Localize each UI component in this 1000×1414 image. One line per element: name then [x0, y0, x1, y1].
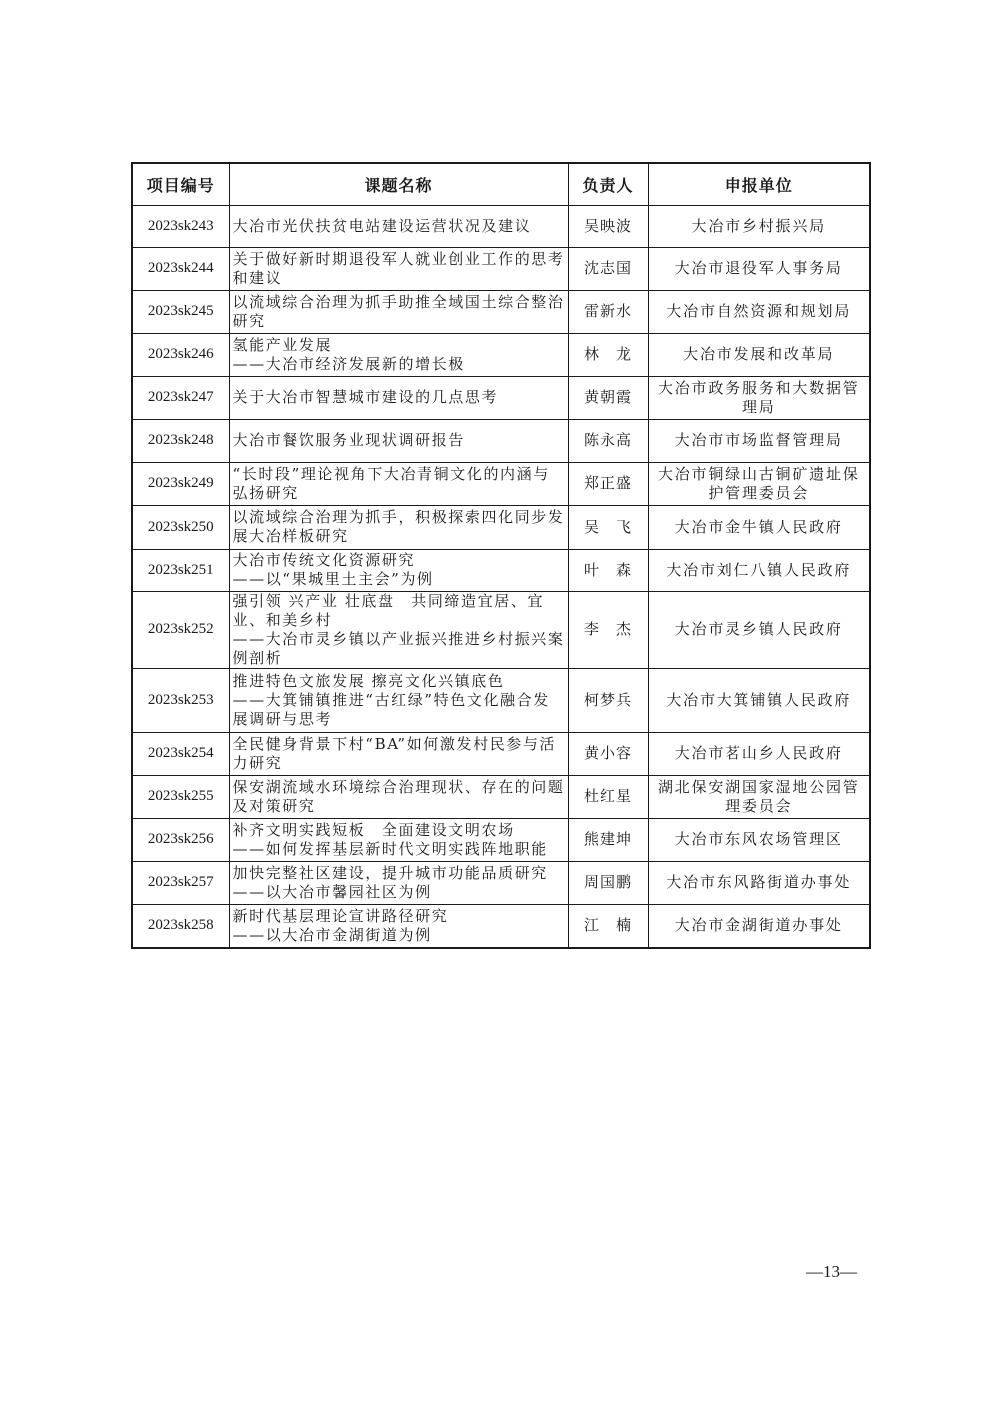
cell-project-title [229, 549, 568, 591]
table-row [132, 505, 870, 549]
cell-person-in-charge: 雷新水 [568, 290, 648, 333]
cell-applying-unit: 大冶市灵乡镇人民政府 [648, 591, 870, 668]
title-line: 强引领 兴产业 壮底盘 共同缔造宜居、宜业、和美乡村 [232, 591, 545, 629]
title-line: 推进特色文旅发展 擦亮文化兴镇底色 [232, 671, 505, 690]
cell-project-id: 2023sk257 [132, 861, 229, 904]
cell-project-title [229, 462, 568, 505]
cell-project-title [229, 247, 568, 290]
cell-project-id: 2023sk249 [132, 462, 229, 505]
table-row [132, 333, 870, 376]
title-line: 大冶市餐饮服务业现状调研报告 [232, 431, 465, 449]
cell-applying-unit: 大冶市政务服务和大数据管理局 [648, 376, 870, 419]
cell-project-title [229, 205, 568, 247]
cell-applying-unit: 大冶市发展和改革局 [648, 333, 870, 376]
cell-applying-unit: 大冶市东风农场管理区 [648, 818, 870, 861]
cell-person-in-charge: 吴映波 [568, 205, 648, 247]
cell-applying-unit: 大冶市自然资源和规划局 [648, 290, 870, 333]
table-body [132, 205, 870, 948]
title-line: “长时段”理论视角下大冶青铜文化的内涵与弘扬研究 [232, 464, 550, 502]
header-project-id: 项目编号 [132, 163, 229, 205]
title-line: 大冶市传统文化资源研究 [232, 551, 416, 569]
cell-person-in-charge: 黄小容 [568, 732, 648, 775]
cell-project-title [229, 333, 568, 376]
table-row [132, 549, 870, 591]
cell-project-id: 2023sk244 [132, 247, 229, 290]
title-line: ——以大冶市金湖街道为例 [232, 925, 432, 944]
table-row [132, 591, 870, 668]
title-line: 全民健身背景下村“BA”如何激发村民参与活力研究 [232, 734, 557, 772]
cell-applying-unit: 大冶市金湖街道办事处 [648, 904, 870, 948]
cell-person-in-charge: 熊建坤 [568, 818, 648, 861]
table-row [132, 861, 870, 904]
cell-project-title [229, 376, 568, 419]
title-line: ——大冶市灵乡镇以产业振兴推进乡村振兴案例剖析 [232, 629, 565, 667]
cell-person-in-charge: 林 龙 [568, 333, 648, 376]
table-row [132, 904, 870, 948]
header-project-title: 课题名称 [229, 163, 568, 205]
cell-project-title [229, 818, 568, 861]
title-line: 氢能产业发展 [232, 335, 333, 354]
cell-applying-unit: 大冶市大箕铺镇人民政府 [648, 668, 870, 732]
table-row [132, 775, 870, 818]
cell-applying-unit: 湖北保安湖国家湿地公园管理委员会 [648, 775, 870, 818]
table-row [132, 205, 870, 247]
cell-person-in-charge: 陈永高 [568, 419, 648, 462]
cell-project-id: 2023sk250 [132, 505, 229, 549]
cell-person-in-charge: 杜红星 [568, 775, 648, 818]
cell-person-in-charge: 周国鹏 [568, 861, 648, 904]
title-line: 大冶市光伏扶贫电站建设运营状况及建议 [232, 216, 532, 235]
table-row [132, 290, 870, 333]
page-number: —13— [806, 1262, 857, 1281]
title-line: ——以大冶市馨园社区为例 [232, 882, 432, 901]
header-applying-unit: 申报单位 [648, 163, 870, 205]
cell-project-title [229, 668, 568, 732]
cell-project-id: 2023sk256 [132, 818, 229, 861]
cell-project-id: 2023sk255 [132, 775, 229, 818]
cell-person-in-charge: 郑正盛 [568, 462, 648, 505]
title-line: ——大冶市经济发展新的增长极 [232, 354, 465, 373]
cell-project-id: 2023sk252 [132, 591, 229, 668]
cell-project-id: 2023sk247 [132, 376, 229, 419]
title-line: 关于大冶市智慧城市建设的几点思考 [232, 388, 499, 406]
title-line: 关于做好新时期退役军人就业创业工作的思考和建议 [232, 249, 565, 287]
title-line: 保安湖流域水环境综合治理现状、存在的问题及对策研究 [232, 777, 565, 815]
title-line: 新时代基层理论宣讲路径研究 [232, 906, 449, 925]
cell-project-id: 2023sk246 [132, 333, 229, 376]
title-line: 补齐文明实践短板 全面建设文明农场 [232, 820, 515, 839]
cell-person-in-charge: 柯梦兵 [568, 668, 648, 732]
project-table [131, 162, 871, 949]
cell-project-id: 2023sk253 [132, 668, 229, 732]
cell-person-in-charge: 江 楠 [568, 904, 648, 948]
cell-project-title [229, 904, 568, 948]
cell-applying-unit: 大冶市茗山乡人民政府 [648, 732, 870, 775]
table-row [132, 247, 870, 290]
header-person-in-charge: 负责人 [568, 163, 648, 205]
table-row [132, 732, 870, 775]
title-line: ——以“果城里土主会”为例 [232, 570, 434, 588]
cell-person-in-charge: 李 杰 [568, 591, 648, 668]
cell-applying-unit: 大冶市市场监督管理局 [648, 419, 870, 462]
cell-applying-unit: 大冶市铜绿山古铜矿遗址保护管理委员会 [648, 462, 870, 505]
title-line: 加快完整社区建设，提升城市功能品质研究 [232, 863, 548, 882]
cell-person-in-charge: 黄朝霞 [568, 376, 648, 419]
table-row [132, 419, 870, 462]
cell-project-title [229, 505, 568, 549]
cell-project-id: 2023sk254 [132, 732, 229, 775]
cell-project-id: 2023sk245 [132, 290, 229, 333]
cell-person-in-charge: 沈志国 [568, 247, 648, 290]
cell-applying-unit: 大冶市退役军人事务局 [648, 247, 870, 290]
cell-project-title [229, 732, 568, 775]
cell-project-title [229, 861, 568, 904]
cell-project-id: 2023sk243 [132, 205, 229, 247]
cell-project-title [229, 419, 568, 462]
cell-applying-unit: 大冶市金牛镇人民政府 [648, 505, 870, 549]
cell-project-id: 2023sk251 [132, 549, 229, 591]
title-line: ——大箕铺镇推进“古红绿”特色文化融合发展调研与思考 [232, 690, 550, 728]
cell-project-title [229, 591, 568, 668]
cell-applying-unit: 大冶市东风路街道办事处 [648, 861, 870, 904]
table-row [132, 462, 870, 505]
title-line: 以流域综合治理为抓手，积极探索四化同步发展大冶样板研究 [232, 508, 565, 545]
title-line: 以流域综合治理为抓手助推全域国土综合整治研究 [232, 292, 565, 330]
title-line: ——如何发挥基层新时代文明实践阵地职能 [232, 839, 548, 858]
cell-project-id: 2023sk258 [132, 904, 229, 948]
cell-project-title [229, 775, 568, 818]
table-row [132, 376, 870, 419]
table-header-row [132, 163, 870, 205]
table-row [132, 818, 870, 861]
cell-person-in-charge: 叶 森 [568, 549, 648, 591]
cell-project-id: 2023sk248 [132, 419, 229, 462]
cell-applying-unit: 大冶市刘仁八镇人民政府 [648, 549, 870, 591]
cell-applying-unit: 大冶市乡村振兴局 [648, 205, 870, 247]
table-row [132, 668, 870, 732]
cell-project-title [229, 290, 568, 333]
cell-person-in-charge: 吴 飞 [568, 505, 648, 549]
